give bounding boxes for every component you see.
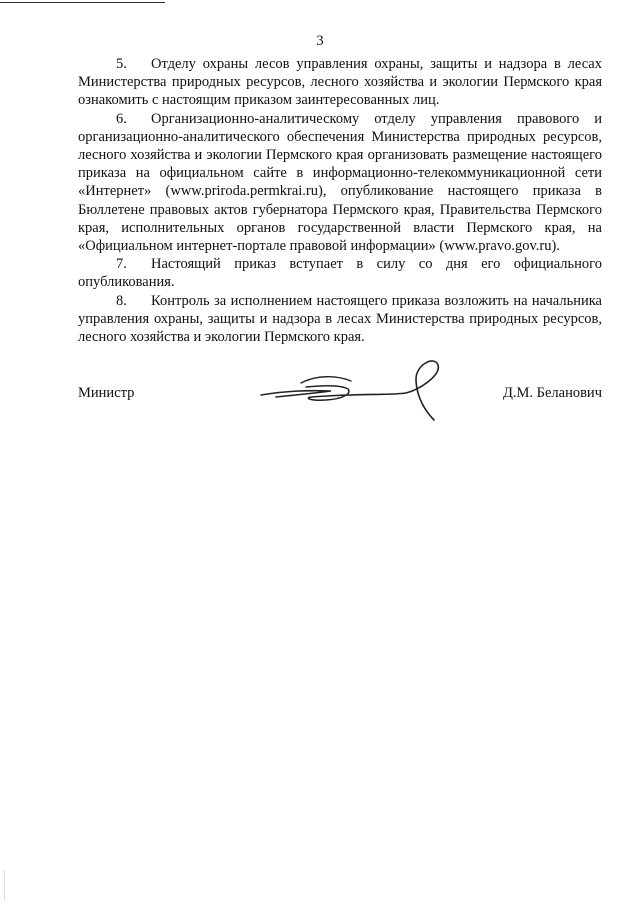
paragraph-number: 8. <box>116 292 127 309</box>
paragraph-text: Отделу охраны лесов управления охраны, защиты и надзора в лесах Министерства природных ресурсов, лесного хозяйства и экологии Пермского края ознакомить с настоящим приказом заинтересованных лиц. <box>78 56 602 109</box>
signatory-title: Министр <box>78 385 135 401</box>
paragraph-number: 7. <box>116 256 127 273</box>
paragraph-5 <box>78 55 602 110</box>
signatory-name: Д.М. Беланович <box>502 385 602 401</box>
page-number: 3 <box>316 33 324 49</box>
signature-block <box>78 385 602 425</box>
document-body <box>78 55 602 346</box>
paragraph-text: Настоящий приказ вступает в силу со дня его официального опубликования. <box>78 256 602 291</box>
scan-edge-mark <box>4 870 5 900</box>
paragraph-text: Организационно-аналитическому отделу управления правового и организационно-аналитического обеспечения Министерства природных ресурсов, лесного хозяйства и экологии Пермского края организовать размещение настоящего приказа на официальном сайте в информационно-телекоммуникационной сети «Интернет» (www.priroda.permkrai.ru), опубликование настоящего приказа в Бюллетене правовых актов губернатора Пермского края, Правительства Пермского края, исполнительных органов государственной власти Пермского края, на «Официальном интернет-портале правовой информации» (www.pravo.gov.ru). <box>78 110 602 255</box>
paragraph-number: 5. <box>116 56 127 72</box>
handwritten-signature <box>256 357 456 427</box>
paragraph-number: 6. <box>116 110 127 127</box>
top-border-line <box>0 2 165 3</box>
paragraph-8 <box>78 292 602 347</box>
paragraph-text: Контроль за исполнением настоящего приказа возложить на начальника управления охраны, защиты и надзора в лесах Министерства природных ресурсов, лесного хозяйства и экологии Пермского края. <box>78 292 602 346</box>
paragraph-7 <box>78 255 602 291</box>
paragraph-6 <box>78 110 602 256</box>
